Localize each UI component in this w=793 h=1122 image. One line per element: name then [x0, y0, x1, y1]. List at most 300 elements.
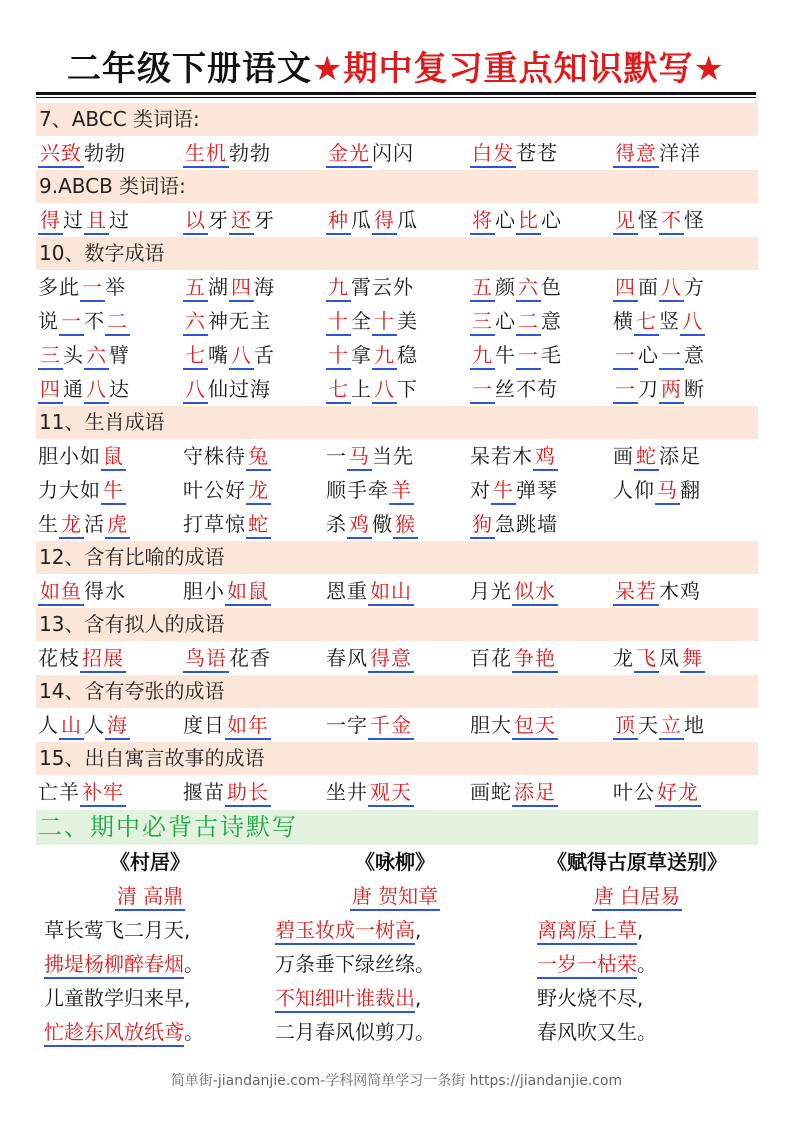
fill-blank-answer: 五 — [470, 274, 495, 302]
fill-blank-answer: 牛 — [101, 477, 126, 505]
fill-blank-answer: 争艳 — [512, 645, 558, 673]
idiom-row — [36, 372, 758, 406]
idiom-text: 神无主 — [208, 309, 271, 333]
fill-blank-answer: 还 — [229, 207, 254, 235]
fill-blank-answer: 海 — [105, 712, 130, 740]
fill-blank-answer: 观天 — [368, 779, 414, 807]
idiom-item — [183, 270, 275, 304]
idiom-item — [613, 574, 701, 608]
idiom-text: 苍苍 — [516, 141, 558, 165]
idiom-item — [470, 473, 558, 507]
fill-blank-answer: 四 — [38, 376, 63, 404]
fill-blank-answer: 助长 — [225, 779, 271, 807]
idiom-text: 怪 — [638, 208, 659, 232]
idiom-text: 过 — [63, 208, 84, 232]
idiom-text: 当先 — [372, 444, 414, 468]
title-rule-thin — [36, 97, 756, 98]
idiom-item — [38, 338, 130, 372]
idiom-item — [38, 641, 126, 675]
poem-author — [30, 879, 270, 913]
idiom-text: 守株待 — [183, 444, 246, 468]
page-title — [36, 46, 756, 92]
section-heading: 13、含有拟人的成语 — [36, 608, 758, 641]
section-heading: 12、含有比喻的成语 — [36, 541, 758, 574]
fill-blank-answer: 如山 — [368, 578, 414, 606]
poem — [275, 845, 515, 1049]
poem-title: 《村居》 — [110, 850, 190, 874]
idiom-item — [326, 304, 418, 338]
idiom-item — [470, 338, 562, 372]
title-rule-thick — [36, 92, 756, 95]
fill-blank-answer: 四 — [613, 274, 638, 302]
poem-author — [517, 879, 757, 913]
idiom-text: 说 — [38, 309, 59, 333]
idiom-item — [613, 708, 705, 742]
idiom-item — [183, 473, 271, 507]
poem-line: 春风吹又生。 — [537, 1020, 657, 1044]
poem-punctuation: 。 — [184, 952, 204, 976]
idiom-text: 画 — [613, 444, 634, 468]
idiom-text: 心 — [638, 343, 659, 367]
fill-blank-answer: 龙 — [246, 477, 271, 505]
idiom-item — [183, 372, 271, 406]
idiom-text: 叶公好 — [183, 478, 246, 502]
fill-blank-answer: 一 — [613, 342, 638, 370]
idiom-text: 海 — [254, 275, 275, 299]
fill-blank-answer: 蛇 — [246, 511, 271, 539]
idiom-item — [38, 203, 130, 237]
idiom-text: 月光 — [470, 579, 512, 603]
fill-blank-answer: 且 — [84, 207, 109, 235]
fill-blank-answer: 七 — [326, 376, 351, 404]
idiom-text: 举 — [105, 275, 126, 299]
idiom-text: 达 — [109, 377, 130, 401]
idiom-text: 颜 — [495, 275, 516, 299]
idiom-text: 头 — [63, 343, 84, 367]
idiom-text: 恩重 — [326, 579, 368, 603]
fill-blank-answer: 鸡 — [533, 443, 558, 471]
idiom-text: 揠苗 — [183, 780, 225, 804]
title-highlight: ★期中复习重点知识默写★ — [312, 49, 725, 89]
idiom-text: 地 — [684, 713, 705, 737]
idiom-item — [613, 203, 705, 237]
idiom-text: 人仰 — [613, 478, 655, 502]
idiom-text: 上 — [351, 377, 372, 401]
idiom-item — [38, 473, 126, 507]
idiom-item — [38, 372, 130, 406]
fill-blank-answer: 生机 — [183, 140, 229, 168]
idiom-text: 仙过海 — [208, 377, 271, 401]
idiom-item — [183, 507, 271, 541]
fill-blank-answer: 八 — [372, 376, 397, 404]
idiom-row — [36, 708, 758, 742]
poem-author-answer: 清 高鼎 — [115, 883, 185, 911]
idiom-item — [470, 775, 558, 809]
idiom-text: 顺手牵 — [326, 478, 389, 502]
idiom-text: 牛 — [495, 343, 516, 367]
poem — [30, 845, 270, 1049]
idiom-text: 刀 — [638, 377, 659, 401]
fill-blank-answer: 将 — [470, 207, 495, 235]
fill-blank-answer: 猴 — [393, 511, 418, 539]
idiom-item — [183, 304, 271, 338]
fill-blank-answer: 六 — [516, 274, 541, 302]
footer: 简单街-jiandanjie.com-学科网简单学习一条街 https://jiandanjie.com — [170, 1073, 623, 1089]
idiom-row — [36, 439, 758, 473]
idiom-text: 洋洋 — [659, 141, 701, 165]
poem-line-answer: 拂堤杨柳醉春烟 — [44, 951, 184, 979]
fill-blank-answer: 两 — [659, 376, 684, 404]
fill-blank-answer: 招展 — [80, 645, 126, 673]
fill-blank-answer: 二 — [516, 308, 541, 336]
idiom-text: 闪闪 — [372, 141, 414, 165]
idiom-item — [326, 507, 418, 541]
fill-blank-answer: 以 — [183, 207, 208, 235]
idiom-row — [36, 775, 758, 809]
idiom-content — [36, 103, 758, 1055]
poem-punctuation: , — [415, 986, 422, 1010]
fill-blank-answer: 虎 — [105, 511, 130, 539]
idiom-text: 打草惊 — [183, 512, 246, 536]
idiom-text: 弹琴 — [516, 478, 558, 502]
idiom-text: 全 — [351, 309, 372, 333]
poem — [517, 845, 757, 1049]
idiom-text: 色 — [541, 275, 562, 299]
idiom-text: 毛 — [541, 343, 562, 367]
fill-blank-answer: 得 — [38, 207, 63, 235]
fill-blank-answer: 白发 — [470, 140, 516, 168]
idiom-text: 花枝 — [38, 646, 80, 670]
idiom-text: 牙 — [254, 208, 275, 232]
poem-author-answer: 唐 白居易 — [592, 883, 682, 911]
idiom-item — [613, 338, 705, 372]
idiom-item — [38, 507, 130, 541]
idiom-text: 心 — [495, 309, 516, 333]
fill-blank-answer: 八 — [183, 376, 208, 404]
idiom-item — [470, 507, 558, 541]
idiom-item — [326, 708, 414, 742]
fill-blank-answer: 顶 — [613, 712, 638, 740]
idiom-item — [326, 775, 414, 809]
fill-blank-answer: 见 — [613, 207, 638, 235]
fill-blank-answer: 九 — [372, 342, 397, 370]
fill-blank-answer: 兴致 — [38, 140, 84, 168]
idiom-item — [470, 708, 558, 742]
idiom-item — [326, 641, 414, 675]
poem-line-answer: 一岁一枯荣 — [537, 951, 637, 979]
idiom-item — [183, 708, 271, 742]
section-heading: 11、生肖成语 — [36, 406, 758, 439]
fill-blank-answer: 一 — [659, 342, 684, 370]
fill-blank-answer: 八 — [84, 376, 109, 404]
idiom-item — [326, 203, 418, 237]
fill-blank-answer: 舞 — [680, 645, 705, 673]
section-heading: 9.ABCB 类词语: — [36, 170, 758, 203]
idiom-item — [613, 439, 701, 473]
idiom-item — [183, 439, 271, 473]
fill-blank-answer: 兔 — [246, 443, 271, 471]
fill-blank-answer: 鸟语 — [183, 645, 229, 673]
idiom-text: 通 — [63, 377, 84, 401]
idiom-item — [613, 372, 705, 406]
fill-blank-answer: 七 — [183, 342, 208, 370]
idiom-text: 臂 — [109, 343, 130, 367]
poem-author — [275, 879, 515, 913]
fill-blank-answer: 马 — [347, 443, 372, 471]
fill-blank-answer: 如鼠 — [225, 578, 271, 606]
poem-line — [517, 913, 757, 947]
poem-line — [275, 913, 515, 947]
idiom-item — [38, 304, 130, 338]
idiom-text: 一 — [326, 444, 347, 468]
fill-blank-answer: 八 — [659, 274, 684, 302]
fill-blank-answer: 如年 — [225, 712, 271, 740]
idiom-text: 添足 — [659, 444, 701, 468]
idiom-row — [36, 136, 758, 170]
fill-blank-answer: 金光 — [326, 140, 372, 168]
idiom-item — [470, 439, 558, 473]
fill-blank-answer: 二 — [105, 308, 130, 336]
idiom-item — [613, 775, 701, 809]
fill-blank-answer: 一 — [470, 376, 495, 404]
poem-author-answer: 唐 贺知章 — [350, 883, 440, 911]
fill-blank-answer: 龙 — [59, 511, 84, 539]
poem-line: 儿童散学归来早, — [44, 986, 191, 1010]
idiom-text: 意 — [541, 309, 562, 333]
idiom-text: 活 — [84, 512, 105, 536]
idiom-row — [36, 641, 758, 675]
fill-blank-answer: 十 — [372, 308, 397, 336]
idiom-item — [326, 136, 414, 170]
fill-blank-answer: 一 — [516, 342, 541, 370]
fill-blank-answer: 千金 — [368, 712, 414, 740]
idiom-item — [470, 304, 562, 338]
idiom-item — [470, 574, 558, 608]
idiom-text: 怪 — [684, 208, 705, 232]
poem-punctuation: , — [415, 918, 422, 942]
idiom-text: 霄云外 — [351, 275, 414, 299]
fill-blank-answer: 得 — [372, 207, 397, 235]
idiom-item — [38, 775, 126, 809]
section-heading: 14、含有夸张的成语 — [36, 675, 758, 708]
idiom-text: 力大如 — [38, 478, 101, 502]
fill-blank-answer: 似水 — [512, 578, 558, 606]
idiom-item — [183, 641, 271, 675]
poem-line-answer: 不知细叶谁裁出 — [275, 985, 415, 1013]
poem-section-heading: 二、期中必背古诗默写 — [36, 810, 758, 845]
fill-blank-answer: 六 — [84, 342, 109, 370]
idiom-item — [470, 203, 562, 237]
idiom-item — [326, 473, 414, 507]
idiom-text: 一字 — [326, 713, 368, 737]
fill-blank-answer: 飞 — [634, 645, 659, 673]
section-heading: 7、ABCC 类词语: — [36, 103, 758, 136]
idiom-row — [36, 304, 758, 338]
fill-blank-answer: 牛 — [491, 477, 516, 505]
fill-blank-answer: 蛇 — [634, 443, 659, 471]
idiom-text: 稳 — [397, 343, 418, 367]
idiom-text: 天 — [638, 713, 659, 737]
idiom-item — [470, 270, 562, 304]
fill-blank-answer: 五 — [183, 274, 208, 302]
fill-blank-answer: 包天 — [512, 712, 558, 740]
idiom-item — [326, 372, 418, 406]
idiom-text: 对 — [470, 478, 491, 502]
idiom-text: 断 — [684, 377, 705, 401]
fill-blank-answer: 鼠 — [101, 443, 126, 471]
idiom-item — [38, 270, 126, 304]
idiom-text: 横 — [613, 309, 634, 333]
poem-line: 万条垂下绿丝绦。 — [275, 952, 435, 976]
idiom-text: 胆小如 — [38, 444, 101, 468]
section-heading: 10、数字成语 — [36, 237, 758, 270]
idiom-item — [38, 136, 126, 170]
idiom-row — [36, 203, 758, 237]
idiom-item — [38, 439, 126, 473]
idiom-item — [326, 439, 414, 473]
idiom-row — [36, 338, 758, 372]
fill-blank-answer: 十 — [326, 308, 351, 336]
fill-blank-answer: 好龙 — [655, 779, 701, 807]
idiom-item — [326, 270, 414, 304]
idiom-text: 胆小 — [183, 579, 225, 603]
fill-blank-answer: 狗 — [470, 511, 495, 539]
poem-line: 野火烧不尽, — [537, 986, 644, 1010]
fill-blank-answer: 六 — [183, 308, 208, 336]
idiom-row — [36, 507, 758, 541]
poem-line — [275, 981, 515, 1015]
idiom-text: 勃勃 — [229, 141, 271, 165]
idiom-text: 木鸡 — [659, 579, 701, 603]
idiom-item — [326, 574, 414, 608]
idiom-text: 儆 — [372, 512, 393, 536]
idiom-text: 面 — [638, 275, 659, 299]
idiom-item — [470, 136, 558, 170]
idiom-row — [36, 270, 758, 304]
idiom-item — [183, 338, 275, 372]
idiom-text: 拿 — [351, 343, 372, 367]
idiom-item — [613, 304, 705, 338]
idiom-text: 瓜 — [351, 208, 372, 232]
idiom-text: 亡羊 — [38, 780, 80, 804]
idiom-text: 过 — [109, 208, 130, 232]
poem-line — [517, 947, 757, 981]
fill-blank-answer: 得意 — [613, 140, 659, 168]
idiom-item — [183, 136, 271, 170]
poem-line-answer: 离离原上草 — [537, 917, 637, 945]
poem-line-answer: 忙趁东风放纸鸢 — [44, 1019, 184, 1047]
idiom-text: 心 — [495, 208, 516, 232]
fill-blank-answer: 山 — [59, 712, 84, 740]
fill-blank-answer: 八 — [680, 308, 705, 336]
fill-blank-answer: 补牢 — [80, 779, 126, 807]
idiom-text: 花香 — [229, 646, 271, 670]
idiom-text: 度日 — [183, 713, 225, 737]
idiom-text: 叶公 — [613, 780, 655, 804]
fill-blank-answer: 添足 — [512, 779, 558, 807]
idiom-text: 呆若木 — [470, 444, 533, 468]
idiom-item — [38, 574, 126, 608]
idiom-text: 生 — [38, 512, 59, 536]
poem-punctuation: 。 — [637, 952, 657, 976]
idiom-row — [36, 574, 758, 608]
idiom-item — [613, 641, 705, 675]
fill-blank-answer: 四 — [229, 274, 254, 302]
idiom-row — [36, 473, 758, 507]
idiom-text: 意 — [684, 343, 705, 367]
poem-line: 二月春风似剪刀。 — [275, 1020, 435, 1044]
fill-blank-answer: 七 — [634, 308, 659, 336]
fill-blank-answer: 一 — [80, 274, 105, 302]
idiom-text: 竖 — [659, 309, 680, 333]
idiom-item — [613, 473, 701, 507]
idiom-text: 丝不苟 — [495, 377, 558, 401]
idiom-text: 人 — [84, 713, 105, 737]
idiom-item — [183, 203, 275, 237]
idiom-text: 心 — [541, 208, 562, 232]
fill-blank-answer: 得意 — [368, 645, 414, 673]
fill-blank-answer: 一 — [613, 376, 638, 404]
fill-blank-answer: 立 — [659, 712, 684, 740]
fill-blank-answer: 马 — [655, 477, 680, 505]
fill-blank-answer: 八 — [229, 342, 254, 370]
fill-blank-answer: 比 — [516, 207, 541, 235]
idiom-text: 方 — [684, 275, 705, 299]
poem-line-answer: 碧玉妆成一树高 — [275, 917, 415, 945]
idiom-text: 勃勃 — [84, 141, 126, 165]
fill-blank-answer: 不 — [659, 207, 684, 235]
idiom-text: 凤 — [659, 646, 680, 670]
idiom-text: 龙 — [613, 646, 634, 670]
idiom-text: 急跳墙 — [495, 512, 558, 536]
fill-blank-answer: 三 — [470, 308, 495, 336]
idiom-text: 嘴 — [208, 343, 229, 367]
idiom-item — [613, 270, 705, 304]
poem-punctuation: 。 — [184, 1020, 204, 1044]
idiom-text: 杀 — [326, 512, 347, 536]
idiom-text: 牙 — [208, 208, 229, 232]
poem-line: 草长莺飞二月天, — [44, 918, 191, 942]
idiom-item — [183, 775, 271, 809]
fill-blank-answer: 如鱼 — [38, 578, 84, 606]
idiom-text: 下 — [397, 377, 418, 401]
idiom-item — [38, 708, 130, 742]
section-heading: 15、出自寓言故事的成语 — [36, 742, 758, 775]
poem-columns — [36, 845, 758, 1055]
title-main: 二年级下册语文 — [67, 49, 313, 89]
fill-blank-answer: 羊 — [389, 477, 414, 505]
idiom-text: 百花 — [470, 646, 512, 670]
idiom-text: 美 — [397, 309, 418, 333]
poem-line — [30, 947, 270, 981]
fill-blank-answer: 呆若 — [613, 578, 659, 606]
poem-punctuation: , — [637, 918, 644, 942]
poem-title: 《赋得古原草送别》 — [547, 850, 727, 874]
idiom-text: 坐井 — [326, 780, 368, 804]
idiom-text: 湖 — [208, 275, 229, 299]
idiom-text: 胆大 — [470, 713, 512, 737]
fill-blank-answer: 九 — [470, 342, 495, 370]
fill-blank-answer: 三 — [38, 342, 63, 370]
poem-line — [30, 1015, 270, 1049]
idiom-text: 不 — [84, 309, 105, 333]
idiom-item — [326, 338, 418, 372]
idiom-item — [183, 574, 271, 608]
fill-blank-answer: 十 — [326, 342, 351, 370]
idiom-item — [470, 641, 558, 675]
idiom-text: 舌 — [254, 343, 275, 367]
idiom-text: 人 — [38, 713, 59, 737]
